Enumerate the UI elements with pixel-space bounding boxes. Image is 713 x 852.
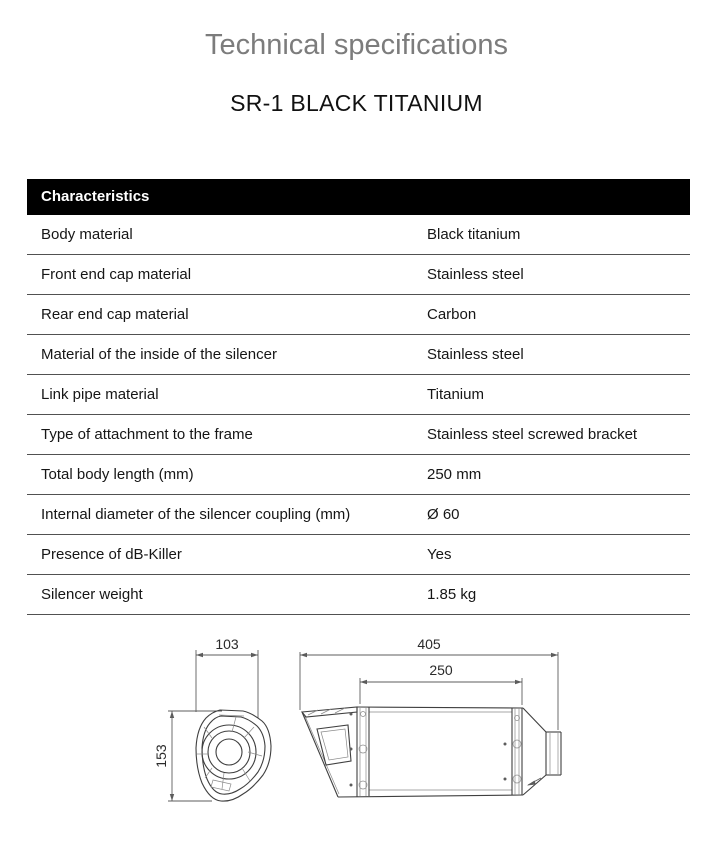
table-row <box>27 455 690 495</box>
table-row <box>27 375 690 415</box>
table-header: Characteristics <box>27 179 690 215</box>
spec-value: Stainless steel <box>427 346 524 363</box>
spec-label: Rear end cap material <box>41 306 189 323</box>
spec-value: 250 mm <box>427 466 482 483</box>
page-title: Technical specifications <box>204 29 509 61</box>
spec-value: Stainless steel <box>427 266 524 283</box>
table-row <box>27 415 690 455</box>
spec-label: Type of attachment to the frame <box>41 426 253 443</box>
table-row <box>27 535 690 575</box>
table-row <box>27 295 690 335</box>
table-row <box>27 495 690 535</box>
technical-specifications-page <box>0 28 713 828</box>
spec-value: Ø 60 <box>427 506 460 523</box>
front-view-drawing <box>153 636 271 801</box>
spec-label: Presence of dB-Killer <box>41 546 182 563</box>
spec-value: Black titanium <box>427 226 521 243</box>
spec-label: Link pipe material <box>41 386 159 403</box>
spec-label: Material of the inside of the silencer <box>41 346 277 363</box>
table-row <box>27 335 690 375</box>
characteristics-table <box>27 179 690 615</box>
spec-value: Stainless steel screwed bracket <box>427 426 638 443</box>
spec-value: Yes <box>427 546 452 563</box>
spec-label: Body material <box>41 226 133 243</box>
table-row <box>27 215 690 255</box>
technical-drawing <box>0 628 713 828</box>
side-view-drawing <box>300 636 561 797</box>
product-name: SR-1 BLACK TITANIUM <box>230 90 483 116</box>
spec-value: Titanium <box>427 386 484 403</box>
spec-value: Carbon <box>427 306 477 323</box>
spec-label: Internal diameter of the silencer coupling (mm) <box>41 506 351 523</box>
dim-body-length-label: 250 <box>429 662 453 678</box>
table-row <box>27 255 690 295</box>
spec-label: Total body length (mm) <box>41 466 194 483</box>
dim-front-width-label: 103 <box>215 636 239 652</box>
table-row <box>27 575 690 615</box>
silencer-drawing-svg <box>0 628 713 823</box>
spec-label: Front end cap material <box>41 266 192 283</box>
spec-label: Silencer weight <box>41 586 143 603</box>
spec-value: 1.85 kg <box>427 586 477 603</box>
dim-front-height-label: 153 <box>153 744 169 768</box>
dim-overall-length-label: 405 <box>417 636 441 652</box>
